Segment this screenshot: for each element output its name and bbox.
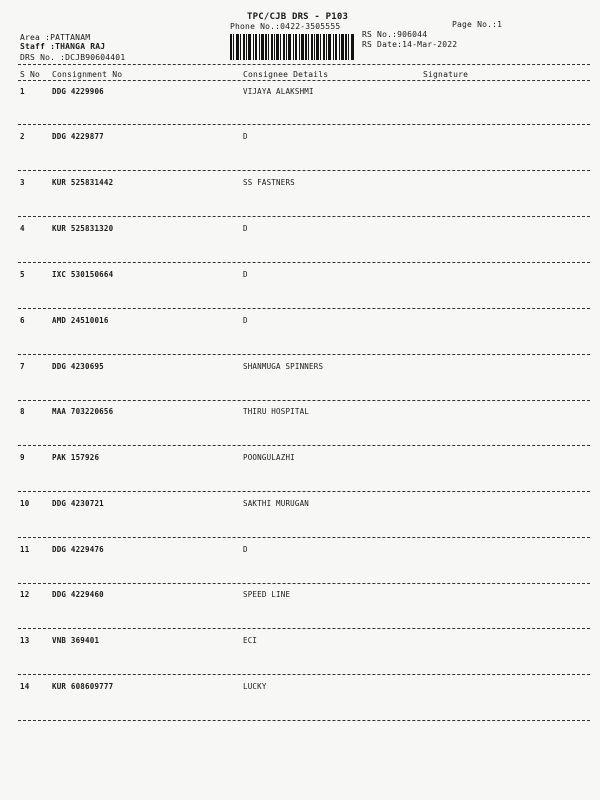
row-divider: [18, 354, 590, 355]
row-divider: [18, 445, 590, 446]
row-consignment-no: DDG 4230721: [52, 499, 104, 508]
row-consignee: D: [243, 270, 248, 279]
row-consignee: ECI: [243, 636, 258, 645]
column-header-sno: S No: [20, 70, 41, 79]
row-consignee: SAKTHI MURUGAN: [243, 499, 310, 508]
row-consignment-no: DDG 4229877: [52, 132, 104, 141]
column-header-consignment: Consignment No: [52, 70, 123, 79]
row-sno: 2: [20, 132, 25, 141]
row-consignment-no: IXC 530150664: [52, 270, 114, 279]
row-divider: [18, 308, 590, 309]
row-consignee: D: [243, 224, 248, 233]
row-consignment-no: MAA 703220656: [52, 407, 114, 416]
barcode: [230, 34, 354, 60]
row-consignee: POONGULAZHI: [243, 453, 295, 462]
page-number: Page No.:1: [452, 20, 503, 29]
row-sno: 6: [20, 316, 25, 325]
row-consignee: D: [243, 316, 248, 325]
row-consignee: SPEED LINE: [243, 590, 291, 599]
rs-date: RS Date:14-Mar-2022: [362, 40, 458, 49]
row-sno: 10: [20, 499, 30, 508]
row-consignee: SS FASTNERS: [243, 178, 295, 187]
row-sno: 9: [20, 453, 25, 462]
row-divider: [18, 170, 590, 171]
row-consignee: LUCKY: [243, 682, 267, 691]
row-consignment-no: DDG 4230695: [52, 362, 104, 371]
column-header-divider: [18, 80, 590, 81]
row-consignee: D: [243, 132, 248, 141]
row-divider: [18, 262, 590, 263]
area-label: Area :PATTANAM: [20, 33, 91, 42]
row-consignment-no: AMD 24510016: [52, 316, 109, 325]
row-divider: [18, 537, 590, 538]
row-sno: 14: [20, 682, 30, 691]
row-consignment-no: DDG 4229476: [52, 545, 104, 554]
row-consignment-no: KUR 525831320: [52, 224, 114, 233]
row-sno: 3: [20, 178, 25, 187]
column-header-consignee: Consignee Details: [243, 70, 329, 79]
row-divider: [18, 400, 590, 401]
row-consignment-no: VNB 369401: [52, 636, 100, 645]
row-consignment-no: PAK 157926: [52, 453, 100, 462]
row-sno: 8: [20, 407, 25, 416]
row-sno: 13: [20, 636, 30, 645]
row-consignment-no: DDG 4229906: [52, 87, 104, 96]
row-consignment-no: DDG 4229460: [52, 590, 104, 599]
sheet-title: TPC/CJB DRS - P103: [247, 12, 349, 22]
row-sno: 7: [20, 362, 25, 371]
row-sno: 11: [20, 545, 30, 554]
row-divider: [18, 720, 590, 721]
row-divider: [18, 674, 590, 675]
row-consignment-no: KUR 608609777: [52, 682, 114, 691]
column-header-signature: Signature: [423, 70, 469, 79]
row-divider: [18, 628, 590, 629]
drs-number: DRS No. :DCJB90604401: [20, 53, 126, 62]
row-consignee: SHANMUGA SPINNERS: [243, 362, 324, 371]
row-divider: [18, 216, 590, 217]
staff-label: Staff :THANGA RAJ: [20, 42, 106, 51]
row-divider: [18, 124, 590, 125]
row-divider: [18, 583, 590, 584]
phone-number: Phone No.:0422-3505555: [230, 22, 341, 31]
row-consignee: THIRU HOSPITAL: [243, 407, 310, 416]
row-divider: [18, 491, 590, 492]
row-consignment-no: KUR 525831442: [52, 178, 114, 187]
row-sno: 1: [20, 87, 25, 96]
row-sno: 4: [20, 224, 25, 233]
row-consignee: D: [243, 545, 248, 554]
row-consignee: VIJAYA ALAKSHMI: [243, 87, 314, 96]
row-sno: 5: [20, 270, 25, 279]
header-divider: [18, 64, 590, 65]
rs-number: RS No.:906044: [362, 30, 428, 39]
row-sno: 12: [20, 590, 30, 599]
